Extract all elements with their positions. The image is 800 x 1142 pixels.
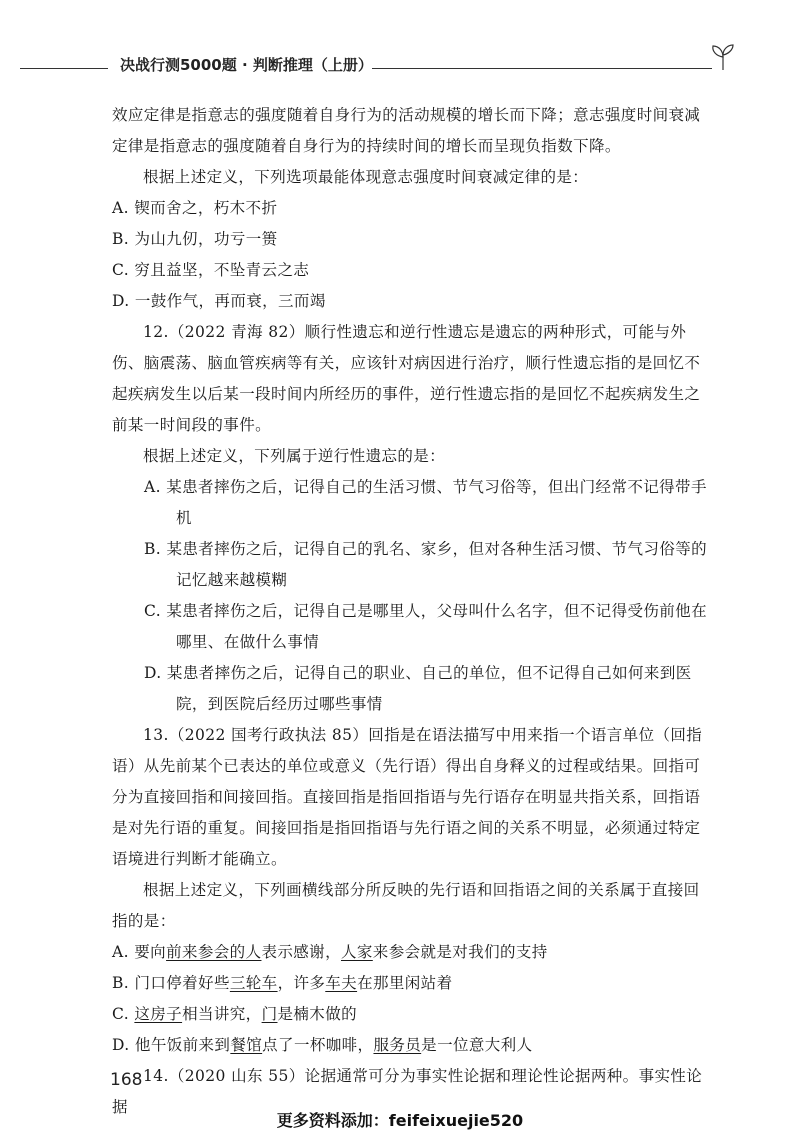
option-a: A. 锲而舍之，朽木不折: [112, 199, 278, 217]
q13-option-b: B. 门口停着好些三轮车，许多车夫在那里闲站着: [112, 974, 453, 992]
q13-option-c: C. 这房子相当讲究，门是楠木做的: [112, 1005, 358, 1023]
question-13-prompt: 根据上述定义，下列画横线部分所反映的先行语和回指语之间的关系属于直接回指的是：: [112, 881, 700, 930]
page-content: [112, 100, 708, 1123]
option-c: C. 穷且益坚，不坠青云之志: [112, 261, 310, 279]
question-14-stem: 14.（2020 山东 55）论据通常可分为事实性论据和理论性论据两种。事实性论据: [112, 1067, 703, 1116]
page-number: 168: [110, 1070, 143, 1090]
header-rule-right: [372, 68, 712, 69]
question-12-stem: 12.（2022 青海 82）顺行性遗忘和逆行性遗忘是遗忘的两种形式，可能与外伤、脑震荡、脑血管疾病等有关，应该针对病因进行治疗，顺行性遗忘指的是回忆不起疾病发生以后某一段时间内所经历的事件，逆行性遗忘指的是回忆不起疾病发生之前某一时间段的事件。: [112, 323, 701, 434]
question-13-stem: 13.（2022 国考行政执法 85）回指是在语法描写中用来指一个语言单位（回指语）从先前某个已表达的单位或意义（先行语）得出自身释义的过程或结果。回指可分为直接回指和间接回指。直接回指是指回指语与先行语存在明显共指关系，回指语是对先行语的重复。间接回指是指回指语与先行语之间的关系不明显，必须通过特定语境进行判断才能确立。: [112, 726, 703, 868]
paragraph: 效应定律是指意志的强度随着自身行为的活动规模的增长而下降；意志强度时间衰减定律是指意志的强度随着自身行为的持续时间的增长而呈现负指数下降。: [112, 106, 701, 155]
q12-option-b: B. 某患者摔伤之后，记得自己的乳名、家乡，但对各种生活习惯、节气习俗等的记忆越来越模糊: [144, 540, 708, 589]
sprout-icon: [708, 42, 738, 72]
option-b: B. 为山九仞，功亏一篑: [112, 230, 278, 248]
footer-note: 更多资料添加：feifeixuejie520: [276, 1111, 524, 1130]
header-rule-left: [20, 68, 108, 69]
q12-option-c: C. 某患者摔伤之后，记得自己是哪里人，父母叫什么名字，但不记得受伤前他在哪里、在做什么事情: [144, 602, 707, 651]
question-prompt: 根据上述定义，下列选项最能体现意志强度时间衰减定律的是：: [143, 168, 589, 186]
question-12-prompt: 根据上述定义，下列属于逆行性遗忘的是：: [143, 447, 446, 465]
q13-option-a: A. 要向前来参会的人表示感谢，人家来参会就是对我们的支持: [112, 943, 548, 961]
q12-option-d: D. 某患者摔伤之后，记得自己的职业、自己的单位，但不记得自己如何来到医院，到医院后经历过哪些事情: [144, 664, 692, 713]
option-d: D. 一鼓作气，再而衰，三而竭: [112, 292, 326, 310]
running-header: [20, 50, 760, 90]
book-title: 决战行测5000题 · 判断推理（上册）: [120, 56, 373, 74]
q13-option-d: D. 他午饭前来到餐馆点了一杯咖啡，服务员是一位意大利人: [112, 1036, 533, 1054]
q12-option-a: A. 某患者摔伤之后，记得自己的生活习惯、节气习俗等，但出门经常不记得带手机: [144, 478, 707, 527]
